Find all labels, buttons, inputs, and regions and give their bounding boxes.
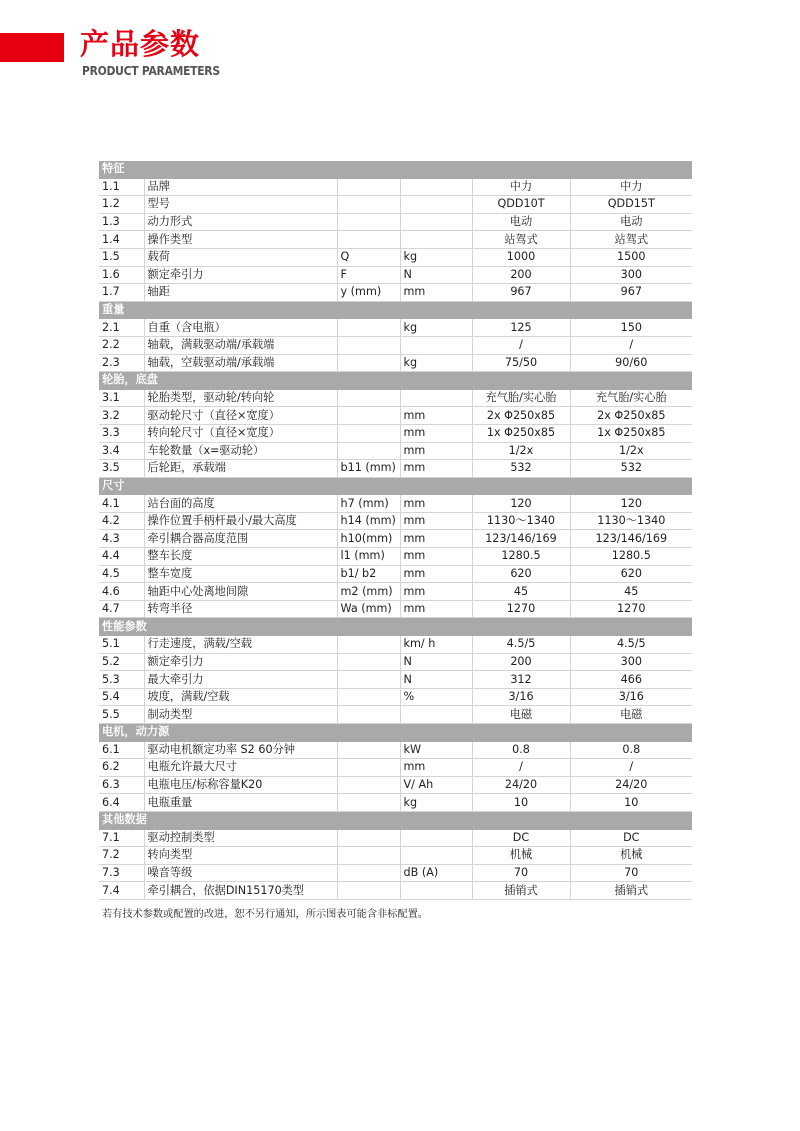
- table-row: [99, 248, 692, 266]
- parameter-name: 牵引耦合器高度范围: [144, 530, 337, 548]
- row-number: 6.4: [99, 794, 144, 812]
- value-model-2: 1280.5: [570, 548, 692, 566]
- row-number: 3.4: [99, 442, 144, 460]
- value-model-1: 123/146/169: [472, 530, 570, 548]
- symbol: [337, 442, 400, 460]
- value-model-1: 1/2x: [472, 442, 570, 460]
- value-model-1: 0.8: [472, 741, 570, 759]
- value-model-1: 312: [472, 671, 570, 689]
- table-row: [99, 196, 692, 214]
- value-model-2: 1/2x: [570, 442, 692, 460]
- table-row: [99, 213, 692, 231]
- value-model-2: 123/146/169: [570, 530, 692, 548]
- row-number: 4.3: [99, 530, 144, 548]
- value-model-2: 机械: [570, 847, 692, 865]
- parameter-name: 最大牵引力: [144, 671, 337, 689]
- value-model-2: 300: [570, 266, 692, 284]
- table-row: [99, 178, 692, 196]
- table-row: [99, 741, 692, 759]
- table-row: [99, 284, 692, 302]
- symbol: [337, 231, 400, 249]
- row-number: 4.6: [99, 583, 144, 601]
- unit: mm: [400, 548, 472, 566]
- row-number: 3.1: [99, 389, 144, 407]
- parameter-name: 动力形式: [144, 213, 337, 231]
- table-row: [99, 847, 692, 865]
- section-title: 特征: [99, 161, 692, 178]
- row-number: 7.4: [99, 882, 144, 900]
- row-number: 5.2: [99, 653, 144, 671]
- value-model-1: 620: [472, 565, 570, 583]
- value-model-1: 120: [472, 495, 570, 513]
- value-model-2: 4.5/5: [570, 636, 692, 654]
- row-number: 5.5: [99, 706, 144, 724]
- row-number: 4.2: [99, 512, 144, 530]
- unit: kg: [400, 319, 472, 337]
- table-row: [99, 636, 692, 654]
- table-row: [99, 460, 692, 478]
- symbol: [337, 336, 400, 354]
- value-model-2: 2x Φ250x85: [570, 407, 692, 425]
- table-row: [99, 266, 692, 284]
- parameter-name: 品牌: [144, 178, 337, 196]
- unit: mm: [400, 759, 472, 777]
- value-model-2: 120: [570, 495, 692, 513]
- symbol: [337, 319, 400, 337]
- value-model-2: 站驾式: [570, 231, 692, 249]
- value-model-2: 电动: [570, 213, 692, 231]
- unit: %: [400, 688, 472, 706]
- value-model-1: 机械: [472, 847, 570, 865]
- table-row: [99, 565, 692, 583]
- row-number: 1.2: [99, 196, 144, 214]
- unit: mm: [400, 284, 472, 302]
- table-row: [99, 319, 692, 337]
- parameter-name: 载荷: [144, 248, 337, 266]
- symbol: [337, 653, 400, 671]
- parameter-name: 操作类型: [144, 231, 337, 249]
- symbol: b1/ b2: [337, 565, 400, 583]
- row-number: 5.4: [99, 688, 144, 706]
- unit: mm: [400, 512, 472, 530]
- value-model-2: 插销式: [570, 882, 692, 900]
- table-row: [99, 424, 692, 442]
- unit: [400, 231, 472, 249]
- table-row: [99, 512, 692, 530]
- symbol: [337, 847, 400, 865]
- parameter-name: 操作位置手柄杆最小/最大高度: [144, 512, 337, 530]
- symbol: Wa (mm): [337, 600, 400, 618]
- table-row: [99, 231, 692, 249]
- value-model-1: 75/50: [472, 354, 570, 372]
- value-model-2: 中力: [570, 178, 692, 196]
- parameter-name: 整车长度: [144, 548, 337, 566]
- value-model-1: 站驾式: [472, 231, 570, 249]
- section-header: [99, 618, 692, 636]
- value-model-1: 充气胎/实心胎: [472, 389, 570, 407]
- symbol: m2 (mm): [337, 583, 400, 601]
- row-number: 2.1: [99, 319, 144, 337]
- symbol: [337, 407, 400, 425]
- value-model-2: 620: [570, 565, 692, 583]
- row-number: 2.3: [99, 354, 144, 372]
- table-row: [99, 671, 692, 689]
- section-title: 其他数据: [99, 811, 692, 829]
- symbol: Q: [337, 248, 400, 266]
- section-title: 性能参数: [99, 618, 692, 636]
- parameter-name: 额定牵引力: [144, 653, 337, 671]
- unit: mm: [400, 565, 472, 583]
- value-model-1: 1x Φ250x85: [472, 424, 570, 442]
- symbol: [337, 882, 400, 900]
- symbol: [337, 759, 400, 777]
- unit: dB (A): [400, 864, 472, 882]
- value-model-1: 10: [472, 794, 570, 812]
- table-row: [99, 530, 692, 548]
- value-model-2: 1130～1340: [570, 512, 692, 530]
- section-header: [99, 161, 692, 178]
- unit: N: [400, 653, 472, 671]
- value-model-1: 967: [472, 284, 570, 302]
- parameter-name: 坡度，满载/空载: [144, 688, 337, 706]
- value-model-1: 3/16: [472, 688, 570, 706]
- value-model-1: 125: [472, 319, 570, 337]
- unit: [400, 829, 472, 847]
- symbol: [337, 741, 400, 759]
- section-header: [99, 811, 692, 829]
- section-header: [99, 724, 692, 742]
- section-title: 电机，动力源: [99, 724, 692, 742]
- value-model-2: 70: [570, 864, 692, 882]
- table-row: [99, 583, 692, 601]
- parameter-name: 电瓶重量: [144, 794, 337, 812]
- value-model-1: 200: [472, 653, 570, 671]
- unit: km/ h: [400, 636, 472, 654]
- symbol: h14 (mm): [337, 512, 400, 530]
- value-model-1: 4.5/5: [472, 636, 570, 654]
- parameter-name: 转弯半径: [144, 600, 337, 618]
- row-number: 1.3: [99, 213, 144, 231]
- unit: [400, 178, 472, 196]
- row-number: 1.7: [99, 284, 144, 302]
- symbol: y (mm): [337, 284, 400, 302]
- parameter-name: 轴距: [144, 284, 337, 302]
- value-model-2: /: [570, 336, 692, 354]
- row-number: 7.2: [99, 847, 144, 865]
- row-number: 4.5: [99, 565, 144, 583]
- parameter-name: 轴载，满载驱动端/承载端: [144, 336, 337, 354]
- row-number: 7.3: [99, 864, 144, 882]
- value-model-1: 200: [472, 266, 570, 284]
- unit: [400, 706, 472, 724]
- symbol: [337, 389, 400, 407]
- value-model-2: 532: [570, 460, 692, 478]
- symbol: [337, 864, 400, 882]
- parameter-name: 电瓶电压/标称容量K20: [144, 776, 337, 794]
- section-header: [99, 477, 692, 495]
- value-model-2: 967: [570, 284, 692, 302]
- unit: [400, 196, 472, 214]
- symbol: [337, 636, 400, 654]
- value-model-1: 电磁: [472, 706, 570, 724]
- parameter-name: 制动类型: [144, 706, 337, 724]
- section-title: 尺寸: [99, 477, 692, 495]
- value-model-1: 1270: [472, 600, 570, 618]
- value-model-1: DC: [472, 829, 570, 847]
- parameter-name: 轮胎类型，驱动轮/转向轮: [144, 389, 337, 407]
- unit: mm: [400, 424, 472, 442]
- row-number: 6.2: [99, 759, 144, 777]
- symbol: [337, 178, 400, 196]
- symbol: h10(mm): [337, 530, 400, 548]
- table-row: [99, 653, 692, 671]
- row-number: 4.4: [99, 548, 144, 566]
- parameter-name: 电瓶允许最大尺寸: [144, 759, 337, 777]
- value-model-1: 24/20: [472, 776, 570, 794]
- table-row: [99, 706, 692, 724]
- row-number: 4.7: [99, 600, 144, 618]
- table-row: [99, 776, 692, 794]
- value-model-1: 1130～1340: [472, 512, 570, 530]
- row-number: 3.2: [99, 407, 144, 425]
- parameter-name: 自重（含电瓶）: [144, 319, 337, 337]
- symbol: [337, 354, 400, 372]
- parameter-name: 牵引耦合，依据DIN15170类型: [144, 882, 337, 900]
- value-model-2: 10: [570, 794, 692, 812]
- page-title: 产品参数: [80, 27, 201, 61]
- row-number: 1.6: [99, 266, 144, 284]
- table-row: [99, 688, 692, 706]
- value-model-1: 1000: [472, 248, 570, 266]
- header-accent-bar: [0, 33, 64, 62]
- table-row: [99, 336, 692, 354]
- value-model-1: 插销式: [472, 882, 570, 900]
- table-row: [99, 794, 692, 812]
- section-header: [99, 301, 692, 319]
- symbol: [337, 196, 400, 214]
- row-number: 1.5: [99, 248, 144, 266]
- row-number: 2.2: [99, 336, 144, 354]
- section-header: [99, 372, 692, 390]
- row-number: 1.1: [99, 178, 144, 196]
- unit: N: [400, 266, 472, 284]
- parameter-name: 驱动轮尺寸（直径×宽度）: [144, 407, 337, 425]
- parameter-name: 轴载，空载驱动端/承载端: [144, 354, 337, 372]
- table-row: [99, 389, 692, 407]
- unit: mm: [400, 583, 472, 601]
- row-number: 1.4: [99, 231, 144, 249]
- unit: mm: [400, 460, 472, 478]
- parameter-name: 车轮数量（x=驱动轮）: [144, 442, 337, 460]
- symbol: b11 (mm): [337, 460, 400, 478]
- row-number: 3.3: [99, 424, 144, 442]
- unit: kW: [400, 741, 472, 759]
- symbol: [337, 671, 400, 689]
- value-model-2: 充气胎/实心胎: [570, 389, 692, 407]
- symbol: [337, 829, 400, 847]
- value-model-2: 150: [570, 319, 692, 337]
- table-row: [99, 882, 692, 900]
- table-row: [99, 548, 692, 566]
- table-row: [99, 864, 692, 882]
- unit: mm: [400, 530, 472, 548]
- value-model-1: 中力: [472, 178, 570, 196]
- value-model-2: 1500: [570, 248, 692, 266]
- value-model-2: 0.8: [570, 741, 692, 759]
- parameter-name: 转向类型: [144, 847, 337, 865]
- parameter-name: 额定牵引力: [144, 266, 337, 284]
- unit: mm: [400, 442, 472, 460]
- table-row: [99, 354, 692, 372]
- row-number: 3.5: [99, 460, 144, 478]
- section-title: 轮胎，底盘: [99, 372, 692, 390]
- unit: [400, 336, 472, 354]
- value-model-2: 电磁: [570, 706, 692, 724]
- symbol: [337, 706, 400, 724]
- unit: N: [400, 671, 472, 689]
- value-model-1: 2x Φ250x85: [472, 407, 570, 425]
- value-model-2: QDD15T: [570, 196, 692, 214]
- parameter-name: 驱动控制类型: [144, 829, 337, 847]
- symbol: h7 (mm): [337, 495, 400, 513]
- parameter-name: 型号: [144, 196, 337, 214]
- parameter-name: 转向轮尺寸（直径×宽度）: [144, 424, 337, 442]
- unit: V/ Ah: [400, 776, 472, 794]
- parameter-name: 后轮距，承载端: [144, 460, 337, 478]
- row-number: 6.3: [99, 776, 144, 794]
- unit: mm: [400, 600, 472, 618]
- parameter-name: 噪音等级: [144, 864, 337, 882]
- value-model-1: /: [472, 336, 570, 354]
- unit: kg: [400, 794, 472, 812]
- row-number: 7.1: [99, 829, 144, 847]
- unit: [400, 882, 472, 900]
- unit: mm: [400, 495, 472, 513]
- value-model-2: 1270: [570, 600, 692, 618]
- page-subtitle: PRODUCT PARAMETERS: [82, 63, 220, 78]
- table-row: [99, 600, 692, 618]
- value-model-1: 1280.5: [472, 548, 570, 566]
- unit: kg: [400, 354, 472, 372]
- row-number: 6.1: [99, 741, 144, 759]
- row-number: 5.1: [99, 636, 144, 654]
- parameter-name: 行走速度，满载/空载: [144, 636, 337, 654]
- table-row: [99, 442, 692, 460]
- symbol: [337, 776, 400, 794]
- parameter-name: 轴距中心处离地间隙: [144, 583, 337, 601]
- value-model-1: /: [472, 759, 570, 777]
- symbol: l1 (mm): [337, 548, 400, 566]
- unit: [400, 213, 472, 231]
- unit: [400, 389, 472, 407]
- symbol: [337, 213, 400, 231]
- value-model-2: 24/20: [570, 776, 692, 794]
- value-model-2: 1x Φ250x85: [570, 424, 692, 442]
- unit: mm: [400, 407, 472, 425]
- value-model-1: 45: [472, 583, 570, 601]
- unit: [400, 847, 472, 865]
- table-row: [99, 495, 692, 513]
- value-model-2: 300: [570, 653, 692, 671]
- footnote: 若有技术参数或配置的改进，恕不另行通知，所示图表可能含非标配置。: [102, 909, 428, 920]
- value-model-1: 电动: [472, 213, 570, 231]
- parameter-name: 站台面的高度: [144, 495, 337, 513]
- value-model-2: /: [570, 759, 692, 777]
- parameter-name: 整车宽度: [144, 565, 337, 583]
- symbol: [337, 688, 400, 706]
- value-model-2: DC: [570, 829, 692, 847]
- value-model-1: 70: [472, 864, 570, 882]
- value-model-2: 3/16: [570, 688, 692, 706]
- symbol: [337, 424, 400, 442]
- symbol: F: [337, 266, 400, 284]
- symbol: [337, 794, 400, 812]
- value-model-2: 90/60: [570, 354, 692, 372]
- section-title: 重量: [99, 301, 692, 319]
- row-number: 5.3: [99, 671, 144, 689]
- parameter-name: 驱动电机额定功率 S2 60分钟: [144, 741, 337, 759]
- value-model-2: 466: [570, 671, 692, 689]
- table-row: [99, 829, 692, 847]
- table-row: [99, 407, 692, 425]
- value-model-1: 532: [472, 460, 570, 478]
- table-row: [99, 759, 692, 777]
- row-number: 4.1: [99, 495, 144, 513]
- unit: kg: [400, 248, 472, 266]
- value-model-2: 45: [570, 583, 692, 601]
- spec-table: [99, 161, 692, 900]
- value-model-1: QDD10T: [472, 196, 570, 214]
